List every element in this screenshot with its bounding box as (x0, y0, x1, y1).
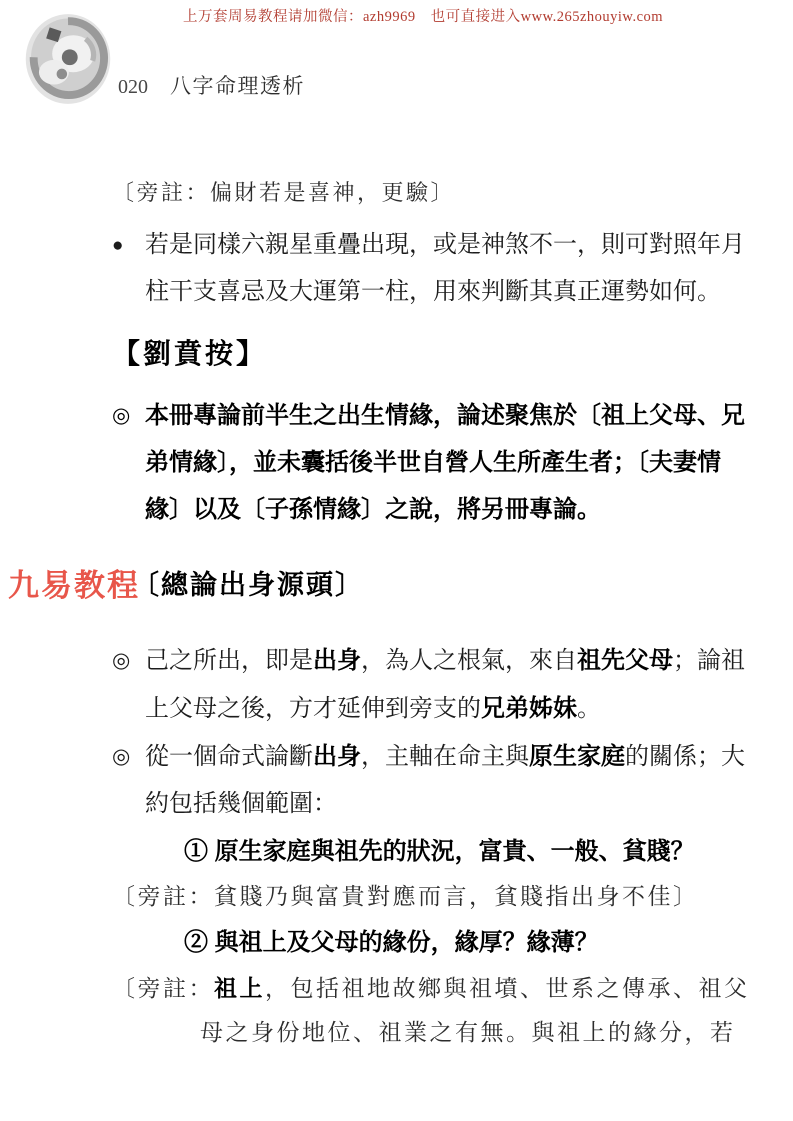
text-line: 從一個命式論斷出身，主軸在命主與原生家庭的關係；大 (145, 743, 745, 770)
numbered-item-2: ② 與祖上及父母的緣份，緣厚？緣薄？ (184, 929, 599, 956)
text-line: 〔旁註：祖上，包括祖地故鄉與祖墳、世系之傳承、祖父 (112, 975, 750, 1002)
bullet-paragraph-1 (112, 222, 745, 316)
promo-banner: 上万套周易教程请加微信：azh9969 也可直接进入www.265zhouyiw.com (183, 9, 664, 25)
text-line: 若是同樣六親星重疊出現，或是神煞不一，則可對照年月 (145, 232, 745, 258)
text-line: 緣〕以及〔子孫情緣〕之說，將另冊專論。 (145, 496, 601, 523)
text-line: 母之身份地位、祖業之有無。與祖上的緣分，若 (200, 1020, 736, 1046)
paragraph-origin-1 (112, 637, 745, 733)
numbered-item-1: ① 原生家庭與祖先的狀況，富貴、一般、貧賤？ (184, 838, 695, 865)
circle-marker-icon: ◎ (112, 744, 131, 768)
text-line: 本冊專論前半生之出生情緣，論述聚焦於〔祖上父母、兄 (145, 402, 745, 429)
text-line: 己之所出，即是出身，為人之根氣，來自祖先父母；論祖 (145, 647, 745, 674)
taiji-spiral-logo-icon (24, 12, 112, 106)
commentary-paragraph-text (145, 392, 745, 533)
paragraph-origin-1-text (145, 637, 745, 733)
paragraph-origin-2-text (145, 733, 745, 828)
section-title: 〔總論出身源頭〕 (132, 570, 364, 600)
circle-marker-icon: ◎ (112, 648, 131, 672)
paragraph-origin-2 (112, 733, 745, 828)
page-header (118, 70, 305, 100)
page-number: 020 (118, 76, 148, 98)
commentary-heading: 【劉賁按】 (112, 337, 268, 370)
text-line: 柱干支喜忌及大運第一柱，用來判斷其真正運勢如何。 (145, 279, 721, 305)
side-note-2: 〔旁註：貧賤乃與富貴對應而言，貧賤指出身不佳〕 (112, 884, 699, 910)
bullet-paragraph-1-text (145, 222, 745, 316)
commentary-paragraph (112, 392, 745, 533)
page-content (8, 176, 750, 1055)
text-line: 弟情緣〕，並未囊括後半世自營人生所產生者；〔夫妻情 (145, 449, 721, 476)
text-line: 上父母之後，方才延伸到旁支的兄弟姊妹。 (145, 695, 601, 722)
bullet-dot-icon: ● (112, 235, 124, 256)
watermark-overlay: 九易教程 (8, 568, 140, 603)
side-note-1: 〔旁註：偏財若是喜神，更驗〕 (112, 181, 456, 206)
text-line: 約包括幾個範圍： (145, 791, 337, 817)
circle-marker-icon: ◎ (112, 404, 131, 427)
section-heading-row (8, 563, 718, 609)
book-title: 八字命理透析 (170, 75, 305, 98)
side-note-3 (112, 966, 750, 1055)
